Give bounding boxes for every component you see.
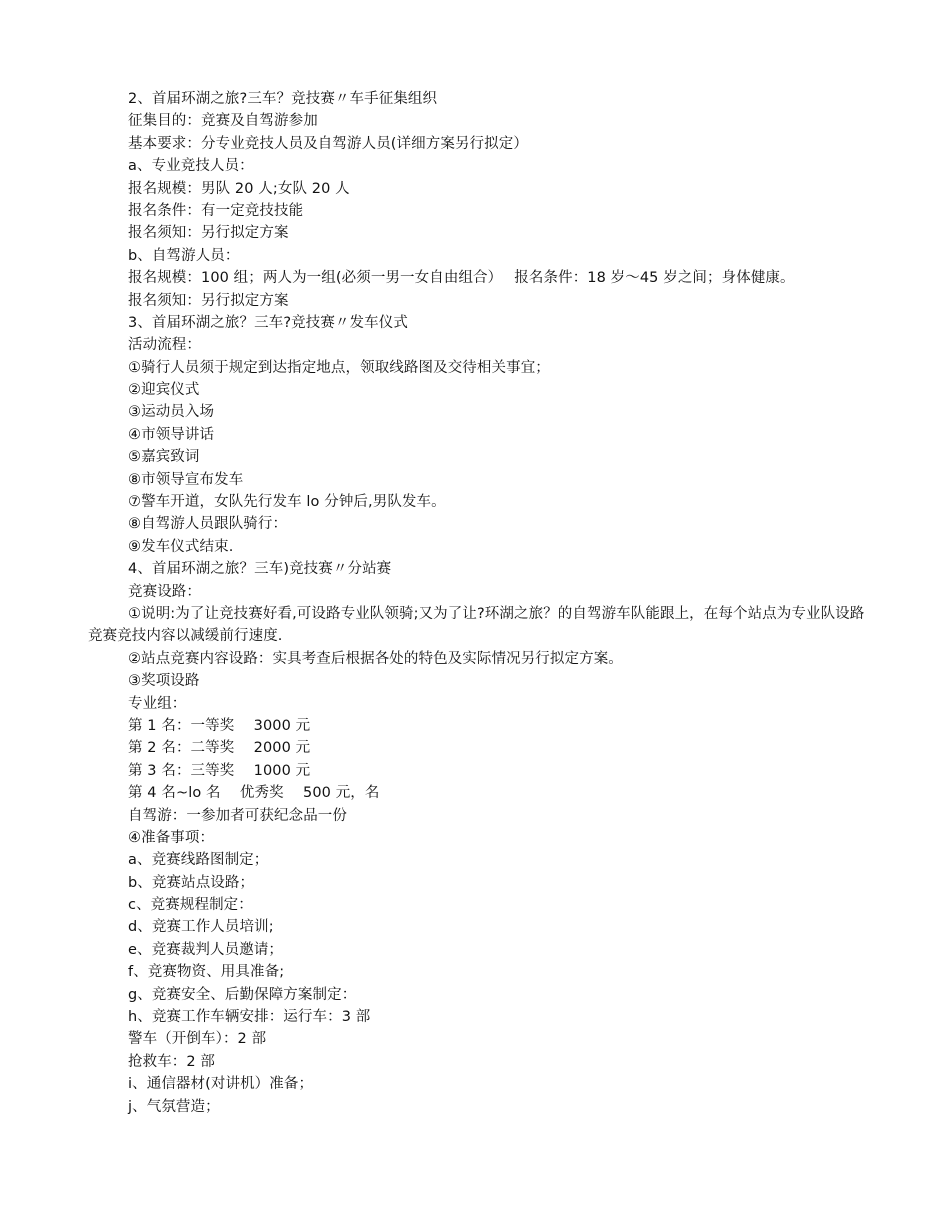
section-heading: 4、首届环湖之旅？三车)竞技赛〃分站赛 [128,561,392,578]
text-line: 专业组： [128,695,187,712]
text-line: 自驾游：一参加者可获纪念品一份 [128,807,347,824]
prize-line: 第 1 名：一等奖 3000 元 [128,717,311,734]
list-item: ⑦警车开道，女队先行发车 lo 分钟后,男队发车。 [128,494,446,511]
section-heading: 3、首届环湖之旅？三车?竞技赛〃发车仪式 [128,314,408,331]
text-line: 基本要求：分专业竞技人员及自驾游人员(详细方案另行拟定） [128,135,528,152]
text-line: 竞赛设路： [128,583,201,600]
text-line: 报名规模：男队 20 人;女队 20 人 [128,180,350,197]
list-item: e、竞赛裁判人员邀请； [128,941,284,958]
list-item: h、竞赛工作车辆安排：运行车：3 部 [128,1009,371,1026]
list-item: c、竞赛规程制定： [128,897,253,914]
text-line: 报名须知：另行拟定方案 [128,225,289,242]
text-line: ④准备事项： [128,829,215,846]
prize-line: 第 2 名：二等奖 2000 元 [128,740,311,757]
text-line: ③奖项设路 [128,673,200,690]
document-body [88,88,868,1118]
text-line: 报名须知：另行拟定方案 [128,292,289,309]
text-line: 报名规模：100 组；两人为一组(必须一男一女自由组合） 报名条件：18 岁～45 岁之间；身体健康。 [128,270,795,287]
list-item: ④市领导讲话 [128,426,215,443]
text-line: 报名条件：有一定竞技技能 [128,202,304,219]
text-line: 警车（开倒车）：2 部 [128,1031,267,1048]
text-line: 抢救车：2 部 [128,1053,216,1070]
list-item: b、竞赛站点设路； [128,874,255,891]
paragraph-text: ①说明:为了让竞技赛好看,可设路专业队领骑;又为了让?环湖之旅？的自驾游车队能跟上，在每个站点为专业队设路竞赛竞技内容以减缓前行速度. [88,605,865,645]
list-item: ⑨发车仪式结束. [128,538,234,555]
text-line: b、自驾游人员： [128,247,240,264]
prize-line: 第 3 名：三等奖 1000 元 [128,762,311,779]
text-line: ②站点竞赛内容设路：实具考查后根据各处的特色及实际情况另行拟定方案。 [128,650,623,667]
list-item: ①骑行人员须于规定到达指定地点，领取线路图及交待相关事宜； [128,359,550,376]
list-item: g、竞赛安全、后勤保障方案制定： [128,986,357,1003]
text-line: 活动流程： [128,337,201,354]
list-item: d、竞赛工作人员培训; [128,919,274,936]
text-line: a、专业竞技人员： [128,158,254,175]
list-item: ③运动员入场 [128,404,215,421]
list-item: a、竞赛线路图制定； [128,852,269,869]
list-item: j、气氛营造； [128,1098,220,1115]
list-item: i、通信器材(对讲机）准备； [128,1076,314,1093]
list-item: ⑧市领导宣布发车 [128,471,244,488]
prize-line: 第 4 名~lo 名 优秀奖 500 元，名 [128,785,380,802]
list-item: f、竞赛物资、用具准备; [128,964,285,981]
list-item: ②迎宾仪式 [128,382,200,399]
list-item: ⑧自驾游人员跟队骑行： [128,516,288,533]
list-item: ⑤嘉宾致词 [128,449,200,466]
text-line: 2、首届环湖之旅?三车？竞技赛〃车手征集组织 [128,91,438,107]
text-line: 征集目的：竞赛及自驾游参加 [128,113,318,130]
